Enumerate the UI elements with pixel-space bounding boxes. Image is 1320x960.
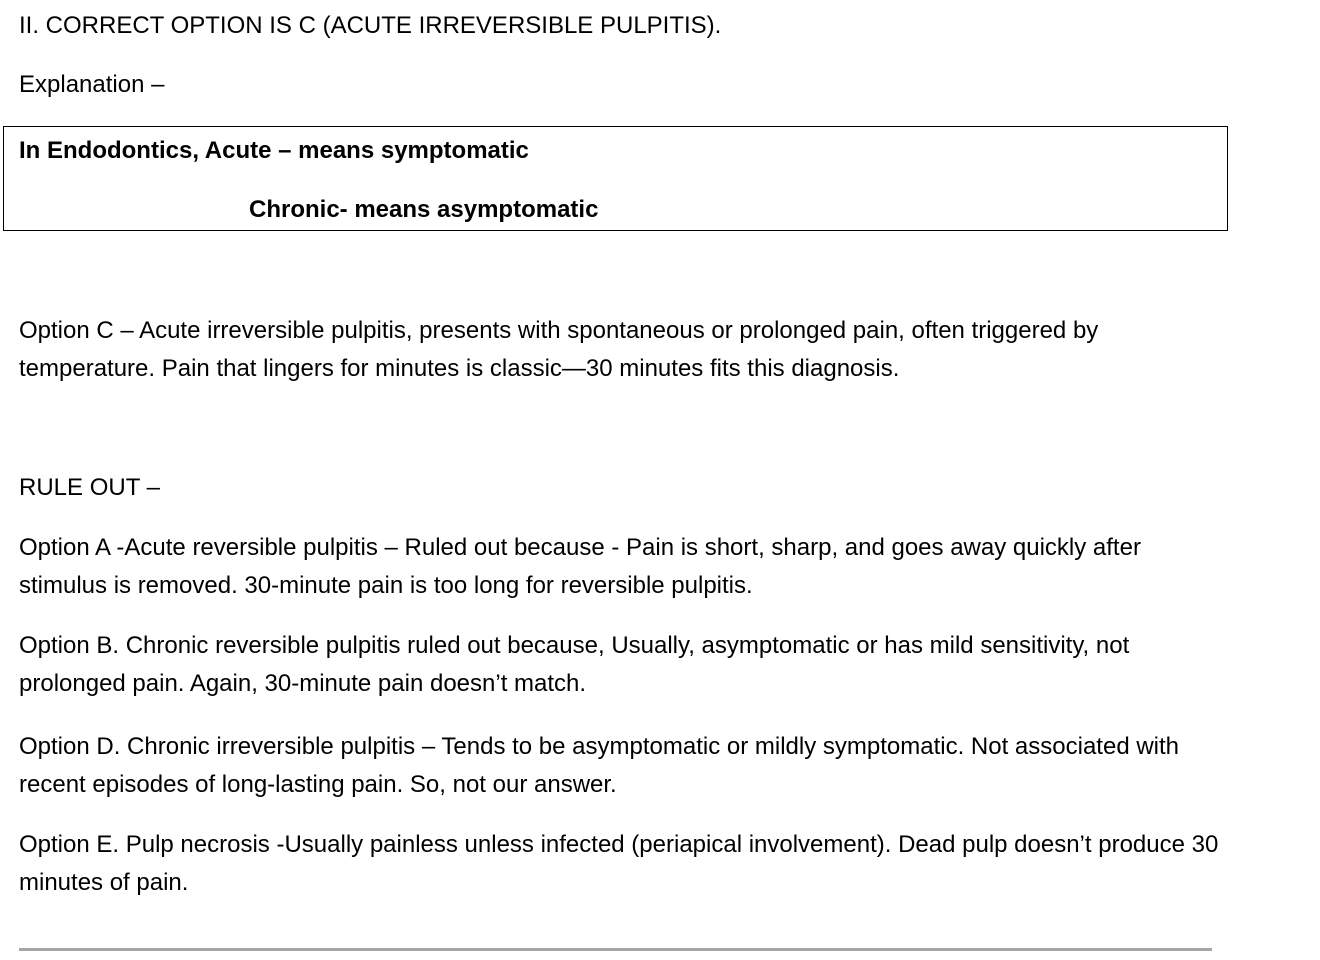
rule-out-label: RULE OUT – bbox=[19, 474, 160, 501]
option-d-paragraph: Option D. Chronic irreversible pulpitis – Tends to be asymptomatic or mildly symptomatic. Not associated with recent episodes of long-lasting pain. So, not our answer. bbox=[19, 733, 1180, 798]
option-c-paragraph: Option C – Acute irreversible pulpitis, presents with spontaneous or prolonged pain, often triggered by temperature. Pain that lingers for minutes is classic—30 minutes fits this diagnosis. bbox=[19, 317, 1099, 382]
option-a-paragraph: Option A -Acute reversible pulpitis – Ruled out because - Pain is short, sharp, and goes away quickly after stimulus is removed. 30-minute pain is too long for reversible pulpitis. bbox=[19, 534, 1141, 599]
definition-box bbox=[3, 126, 1228, 231]
definition-chronic: Chronic- means asymptomatic bbox=[249, 196, 599, 223]
option-e-paragraph: Option E. Pulp necrosis -Usually painless unless infected (periapical involvement). Dead pulp doesn’t produce 30 minutes of pain. bbox=[19, 831, 1219, 896]
explanation-label: Explanation – bbox=[19, 71, 165, 98]
answer-heading: II. CORRECT OPTION IS C (ACUTE IRREVERSIBLE PULPITIS). bbox=[19, 12, 722, 39]
option-b-paragraph: Option B. Chronic reversible pulpitis ruled out because, Usually, asymptomatic or has mild sensitivity, not prolonged pain. Again, 30-minute pain doesn’t match. bbox=[19, 632, 1130, 697]
definition-acute: In Endodontics, Acute – means symptomatic bbox=[19, 137, 529, 164]
bottom-divider bbox=[19, 948, 1212, 951]
